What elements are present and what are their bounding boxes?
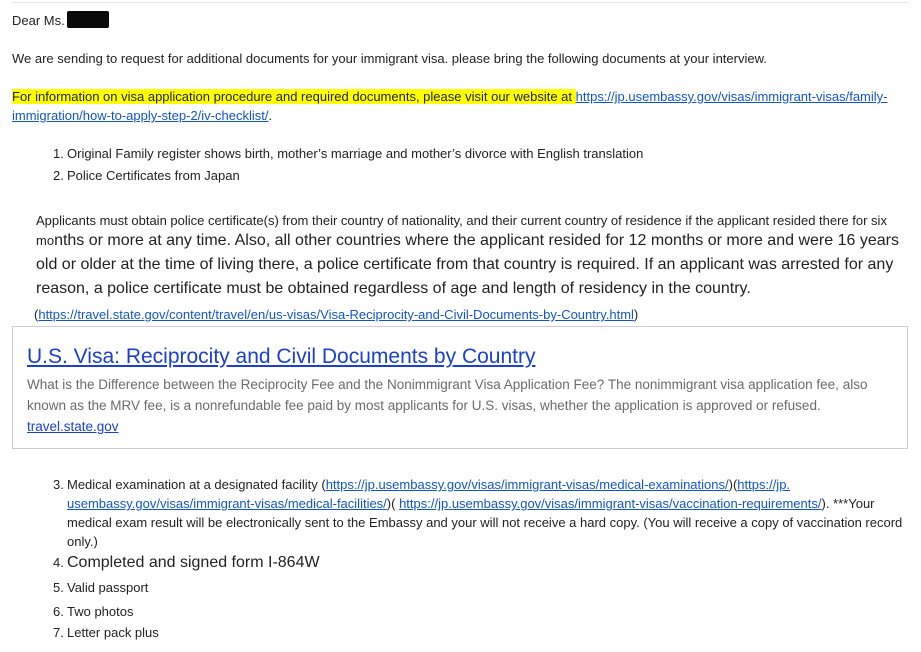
link-preview-title[interactable]: U.S. Visa: Reciprocity and Civil Documents by Country [27,345,536,368]
greeting [12,11,109,30]
info-line-1 [12,87,888,106]
list-item-text: Police Certificates from Japan [67,168,240,183]
list-item-3-line-4: only.) [67,534,98,549]
list-item [53,144,643,163]
item3-text-c: )( [386,496,400,511]
police-note-line-2-rest: nths or more at any time. Also, all other countries where the applicant resided for 12 months or more and were 16 years [54,232,899,249]
vaccination-requirements-link[interactable]: https://jp.usembassy.gov/visas/immigrant-visas/vaccination-requirements/ [399,496,822,511]
list-item-3-line-1 [53,475,790,494]
checklist-link-part2[interactable]: immigration/how-to-apply-step-2/iv-checklist/ [12,108,269,123]
list-item [53,166,240,185]
item3-text-d: ). ***Your [821,496,875,511]
list-item-number: 6. [53,604,64,619]
list-item-text: Completed and signed form I-864W [67,554,320,571]
item3-text-a: Medical examination at a designated facility ( [67,477,326,492]
list-item-text: Original Family register shows birth, mother’s marriage and mother’s divorce with English translation [67,146,644,161]
medical-facilities-link-part1[interactable]: https://jp. [737,477,791,492]
police-note-line-4: reason, a police certificate must be obtained regardless of age and length of residency in the country. [36,280,751,297]
list-item-3-line-3: medical exam result will be electronically sent to the Embassy and your will not receive a hard copy. (You will receive a copy of vaccination record [67,515,903,530]
list-item [53,602,134,621]
info-trailing: . [268,108,273,123]
list-item-number: 1. [53,146,64,161]
list-item-number: 2. [53,168,64,183]
list-item-text: Valid passport [67,580,149,595]
list-item [53,623,159,642]
medical-facilities-link-part2[interactable]: usembassy.gov/visas/immigrant-visas/medical-facilities/ [67,496,387,511]
list-item-number: 3. [53,477,64,492]
checklist-link-part1[interactable]: https://jp.usembassy.gov/visas/immigrant-visas/family- [575,89,888,104]
list-item-number: 7. [53,625,64,640]
list-item-text: Letter pack plus [67,625,159,640]
reciprocity-link[interactable]: https://travel.state.gov/content/travel/en/us-visas/Visa-Reciprocity-and-Civil-Documents-by-Country.html [38,307,634,322]
paren-open: ( [34,307,39,322]
list-item-number: 5. [53,580,64,595]
police-note-line-1: Applicants must obtain police certificate(s) from their country of nationality, and their current country of residence if the applicant resided there for six [36,213,887,228]
link-preview-card[interactable] [12,326,908,449]
list-item [53,578,148,597]
list-item-3-line-2 [67,494,875,513]
paren-close: ) [633,307,639,322]
link-preview-description: What is the Difference between the Reciprocity Fee and the Nonimmigrant Visa Application Fee? The nonimmigrant visa application fee, also known as the MRV fee, is a nonrefundable fee paid by most applicants for U.S. visas, whether the application is approved or refused. [27,377,868,413]
intro-text: We are sending to request for additional documents for your immigrant visa. please bring the following documents at your interview. [12,51,767,66]
list-item [53,551,320,575]
info-line-2 [12,106,272,125]
highlighted-info-text: For information on visa application procedure and required documents, please visit our website at [12,89,576,104]
police-note-line-2 [36,229,899,253]
police-note-line-3: old or older at the time of living there, a police certificate from that country is required. If an applicant was arrested for any [36,256,894,273]
police-note-link-line [34,305,638,324]
redacted-name [67,11,109,28]
list-item-text: Two photos [67,604,134,619]
greeting-text: Dear Ms. [12,13,65,28]
medical-examinations-link[interactable]: https://jp.usembassy.gov/visas/immigrant-visas/medical-examinations/ [325,477,729,492]
police-note-line-2-start: mo [36,233,55,248]
list-item-number: 4. [53,555,64,570]
link-preview-domain[interactable]: travel.state.gov [27,419,119,434]
item3-text-b: )( [728,477,738,492]
top-divider [12,2,909,3]
